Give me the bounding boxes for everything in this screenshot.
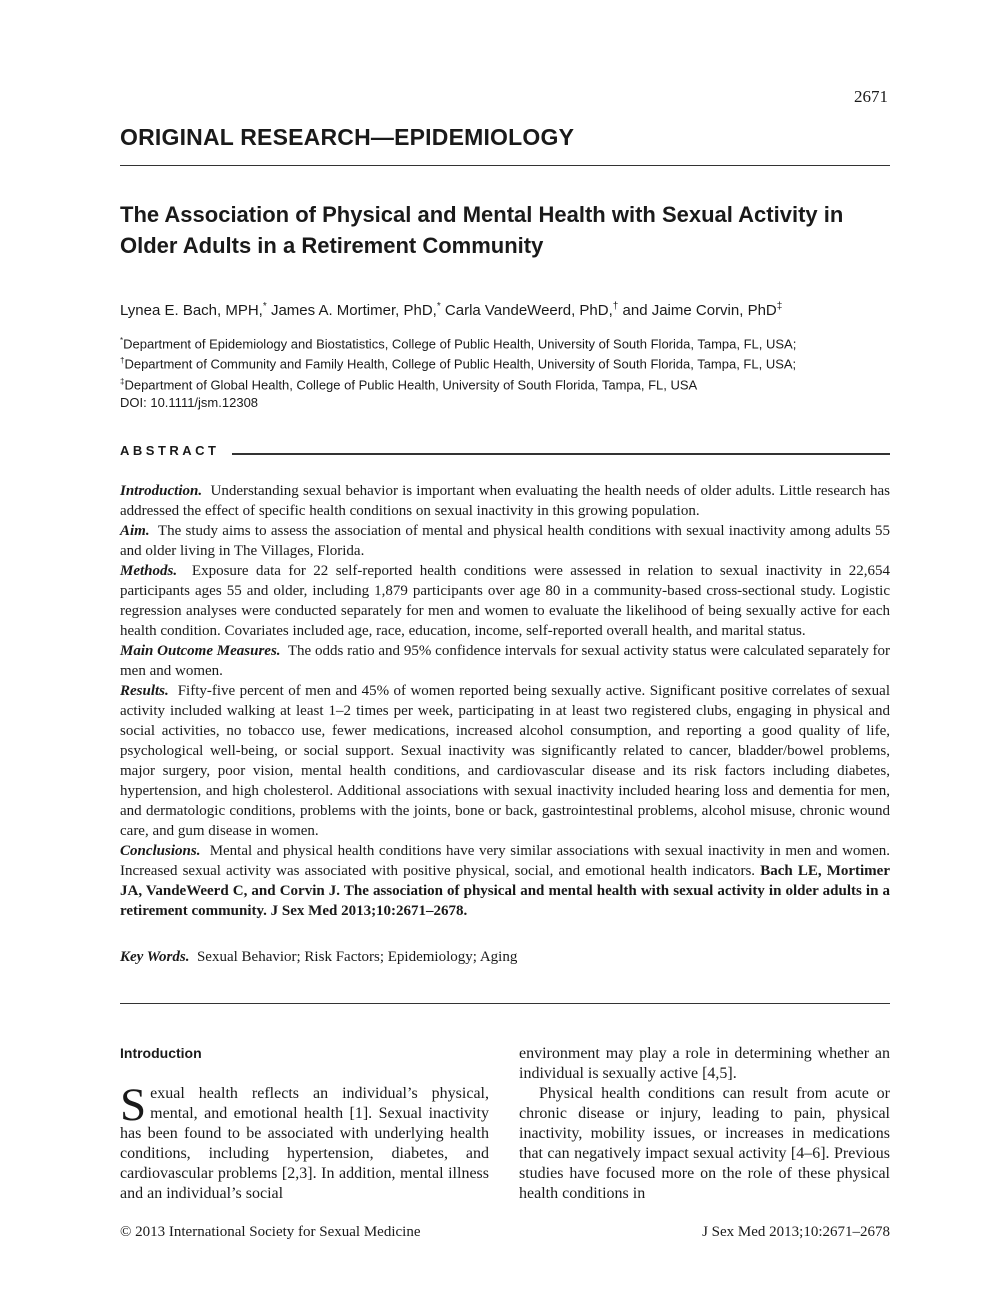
- abstract-label: Results.: [120, 683, 169, 699]
- drop-cap: S: [120, 1079, 147, 1131]
- affiliation-mark: ‡: [120, 376, 125, 386]
- abstract-text: The study aims to assess the association of mental and physical health conditions with sexual inactivity among adults 55 and older living in The Villages, Florida.: [120, 523, 890, 559]
- abstract-outcome-measures: [120, 641, 890, 681]
- abstract-label: Conclusions.: [120, 843, 201, 859]
- abstract-introduction: [120, 481, 890, 521]
- affiliation-text: Department of Epidemiology and Biostatistics, College of Public Health, University of South Florida, Tampa, FL, USA;: [123, 336, 797, 352]
- abstract-rule: [232, 453, 890, 455]
- paragraph-text: exual health reflects an individual’s physical, mental, and emotional health [1]. Sexual inactivity has been found to be associated with underlying health conditions, including hypertension, diabetes, and cardiovascular problems [2,3]. In addition, mental illness and an individual’s social: [120, 1085, 489, 1202]
- abstract-label: Introduction.: [120, 483, 203, 499]
- abstract-label: Methods.: [120, 563, 178, 579]
- doi-link[interactable]: DOI: 10.1111/jsm.12308: [120, 395, 259, 410]
- section-label: ORIGINAL RESEARCH—EPIDEMIOLOGY: [120, 124, 575, 150]
- citation: Bach LE, Mortimer JA, VandeWeerd C, and Corvin J. The association of physical and mental health with sexual activity in older adults in a retirement community. J Sex Med 2013;10:2671–2678.: [120, 863, 890, 919]
- abstract-text: Exposure data for 22 self-reported health conditions were assessed in relation to sexual inactivity in 22,654 participants ages 55 and older, including 1,879 participants over age 80 in a community-based cross-sectional study. Logistic regression analyses were conducted separately for men and women to evaluate the likelihood of being sexually active for each health condition. Covariates included age, race, education, income, self-reported overall health, and marital status.: [120, 563, 891, 639]
- article-title: The Association of Physical and Mental Health with Sexual Activity in Older Adults in a Retirement Community: [120, 202, 844, 258]
- abstract-text: Understanding sexual behavior is important when evaluating the health needs of older adults. Little research has addressed the effect of specific health conditions on sexual inactivity in this growing population.: [120, 483, 891, 519]
- section-heading-introduction: Introduction: [120, 1045, 202, 1061]
- abstract-text: Fifty-five percent of men and 45% of women reported being sexually active. Significant positive correlates of sexual activity included walking at least 1–2 times per week, participating in at least two registered clubs, engaging in physical and social activities, no tobacco use, fewer medications, increased alcohol consumption, and reporting a good quality of life, psychological well-being, or social support. Sexual inactivity was significantly related to cancer, bladder/bowel problems, major surgery, poor vision, mental health conditions, and cardiovascular disease and its risk factors including diabetes, hypertension, and high cholesterol. Additional associations with sexual inactivity included hearing loss and dementia for men, and dermatologic conditions, problems with the joints, bone or back, gastrointestinal problems, alcohol misuse, chronic wound care, and gum disease in women.: [120, 683, 891, 839]
- right-column: [519, 1044, 890, 1204]
- abstract-text: The odds ratio and 95% confidence intervals for sexual activity status were calculated separately for men and women.: [120, 643, 890, 679]
- author-mark: *: [262, 301, 267, 312]
- keywords: [120, 949, 890, 966]
- affiliation-text: Department of Global Health, College of Public Health, University of South Florida, Tampa, FL, USA: [124, 376, 698, 392]
- footer-copyright: © 2013 International Society for Sexual Medicine: [120, 1224, 421, 1240]
- author-mark: †: [612, 301, 619, 312]
- abstract-end-rule: [120, 1003, 890, 1004]
- author-mark: ‡: [776, 301, 783, 312]
- header-rule: [120, 165, 890, 166]
- affiliation-line: [120, 332, 796, 352]
- abstract-heading: ABSTRACT: [120, 443, 220, 458]
- abstract-body: [120, 481, 890, 921]
- paragraph-continuation: environment may play a role in determining whether an individual is sexually active [4,5].: [519, 1045, 890, 1082]
- intro-paragraph: [120, 1079, 489, 1204]
- affiliation-line: [120, 373, 796, 393]
- author-name: and Jaime Corvin, PhD: [622, 302, 777, 319]
- author-list: [120, 301, 782, 319]
- author-name: Carla VandeWeerd, PhD,: [444, 302, 613, 319]
- abstract-aim: [120, 521, 890, 561]
- affiliations: [120, 332, 796, 393]
- abstract-conclusions: [120, 841, 890, 921]
- keywords-label: Key Words.: [120, 949, 190, 965]
- author-mark: *: [436, 301, 441, 312]
- abstract-results: [120, 681, 890, 841]
- affiliation-mark: †: [120, 356, 125, 366]
- abstract-label: Aim.: [120, 523, 150, 539]
- affiliation-mark: *: [120, 336, 124, 345]
- affiliation-text: Department of Community and Family Health, College of Public Health, University of South Florida, Tampa, FL, USA;: [124, 356, 797, 372]
- page-number: 2671: [854, 87, 888, 106]
- abstract-text: Mental and physical health conditions have very similar associations with sexual inactivity in men and women. Increased sexual activity was associated with positive physical, social, and emotional health indicators.: [120, 843, 890, 879]
- abstract-label: Main Outcome Measures.: [120, 643, 281, 659]
- abstract-methods: [120, 561, 890, 641]
- paragraph: Physical health conditions can result from acute or chronic disease or injury, leading to pain, physical inactivity, mobility issues, or increases in medications that can negatively impact sexual activity [4–6]. Previous studies have focused more on the role of these physical health conditions in: [519, 1085, 890, 1202]
- affiliation-line: [120, 352, 796, 372]
- keywords-text: Sexual Behavior; Risk Factors; Epidemiology; Aging: [196, 949, 518, 965]
- footer-journal-reference: J Sex Med 2013;10:2671–2678: [702, 1224, 890, 1240]
- author-name: James A. Mortimer, PhD,: [270, 302, 437, 319]
- author-name: Lynea E. Bach, MPH,: [120, 302, 263, 319]
- left-column: [120, 1079, 489, 1204]
